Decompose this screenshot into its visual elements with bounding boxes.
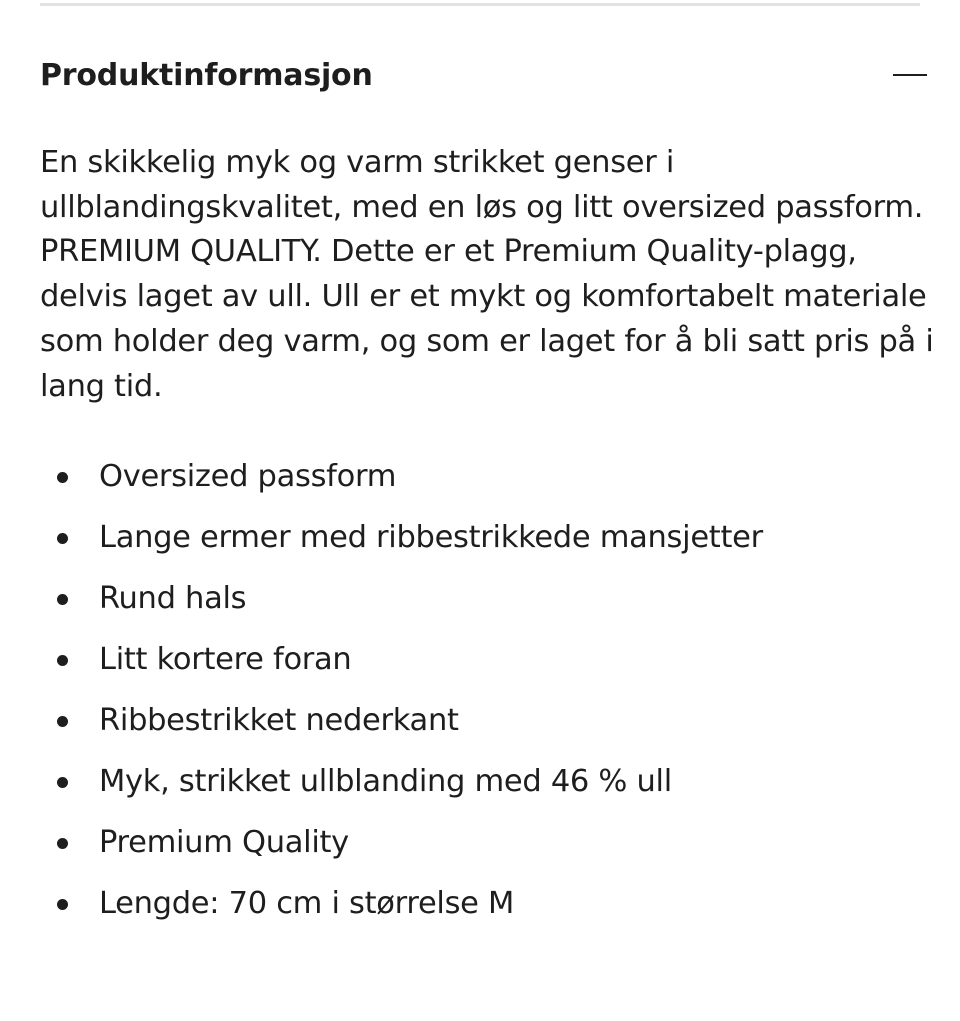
feature-item — [40, 873, 920, 934]
section-divider — [40, 3, 920, 6]
bullet-icon — [57, 838, 68, 849]
feature-item — [40, 690, 920, 751]
feature-text: Oversized passform — [99, 459, 397, 494]
feature-item — [40, 507, 920, 568]
bullet-icon — [57, 899, 68, 910]
feature-item — [40, 812, 920, 873]
bullet-icon — [57, 594, 68, 605]
feature-item — [40, 751, 920, 812]
feature-text: Myk, strikket ullblanding med 46 % ull — [99, 764, 672, 799]
bullet-icon — [57, 533, 68, 544]
feature-list — [40, 446, 920, 934]
feature-item — [40, 629, 920, 690]
collapse-button[interactable] — [887, 55, 927, 95]
bullet-icon — [57, 777, 68, 788]
feature-item — [40, 568, 920, 629]
bullet-icon — [57, 716, 68, 727]
feature-text: Lengde: 70 cm i størrelse M — [99, 886, 515, 921]
feature-text: Rund hals — [99, 581, 247, 616]
feature-item — [40, 446, 920, 507]
accordion-title: Produktinformasjon — [40, 57, 373, 93]
feature-text: Ribbestrikket nederkant — [99, 703, 459, 738]
bullet-icon — [57, 472, 68, 483]
bullet-icon — [57, 655, 68, 666]
product-description: En skikkelig myk og varm strikket genser i ullblandingskvalitet, med en løs og litt oversized passform. PREMIUM QUALITY. Dette er et Premium Quality-plagg, delvis laget av ull. Ull er et mykt og komfortabelt materiale som holder deg varm, og som er laget for å bli satt pris på i lang tid. — [40, 145, 934, 404]
product-info-accordion-header[interactable] — [40, 52, 920, 98]
feature-text: Lange ermer med ribbestrikkede mansjetter — [99, 520, 763, 555]
feature-text: Litt kortere foran — [99, 642, 352, 677]
minus-icon — [893, 74, 927, 77]
feature-text: Premium Quality — [99, 825, 349, 860]
